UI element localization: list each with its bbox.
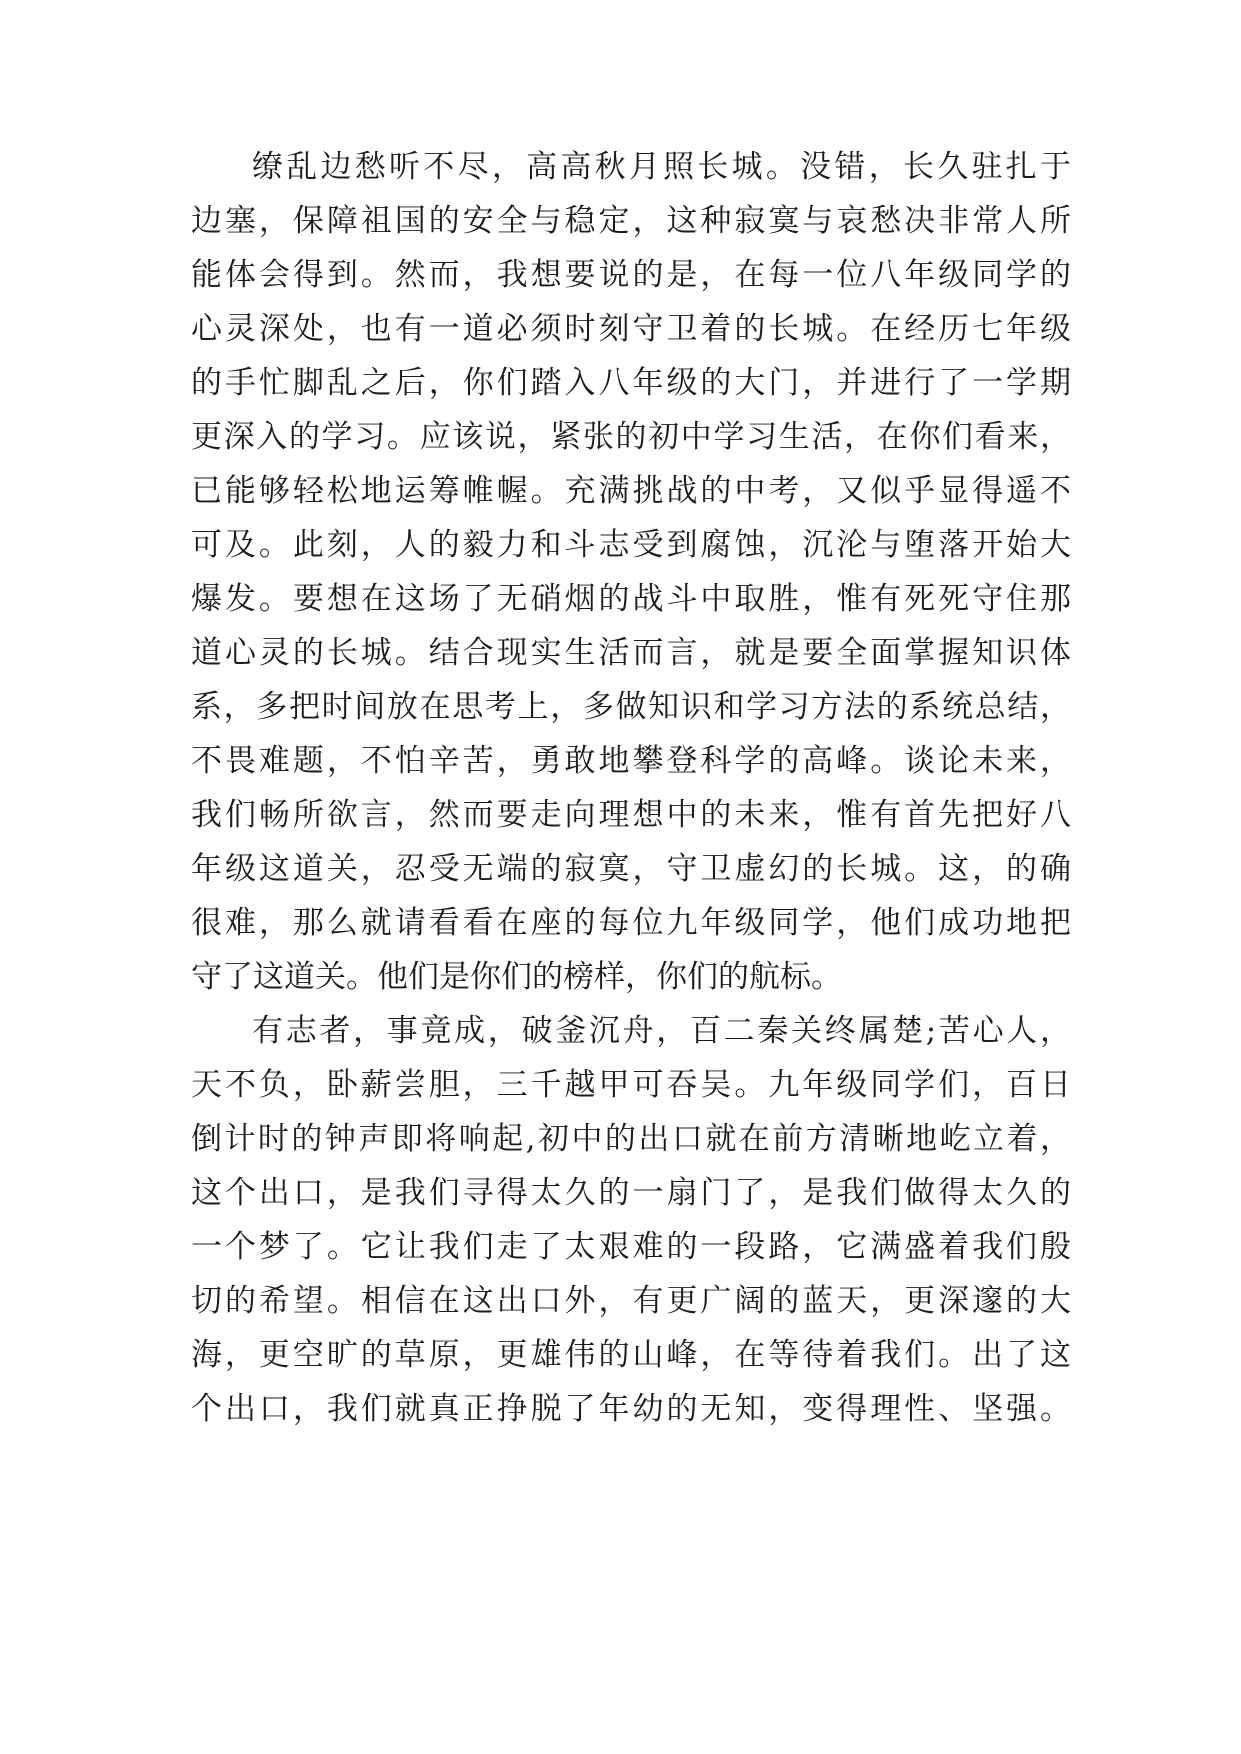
paragraph-line: 缭乱边愁听不尽，高高秋月照长城。没错，长久驻扎于 [252,149,1071,185]
paragraph-line: 海，更空旷的草原，更雄伟的山峰，在等待着我们。出了这 [191,1337,1071,1373]
paragraph-line: 的手忙脚乱之后，你们踏入八年级的大门，并进行了一学期 [191,365,1071,401]
paragraph-line: 切的希望。相信在这出口外，有更广阔的蓝天，更深邃的大 [191,1283,1071,1319]
paragraph-line: 年级这道关，忍受无端的寂寞，守卫虚幻的长城。这，的确 [191,851,1071,887]
paragraph-line: 不畏难题，不怕辛苦，勇敢地攀登科学的高峰。谈论未来， [191,743,1071,779]
paragraph-line: 道心灵的长城。结合现实生活而言，就是要全面掌握知识体 [191,635,1071,671]
paragraph-line: 一个梦了。它让我们走了太艰难的一段路，它满盛着我们殷 [191,1229,1071,1265]
paragraph-line: 很难，那么就请看看在座的每位九年级同学，他们成功地把 [191,905,1071,941]
paragraph-line: 爆发。要想在这场了无硝烟的战斗中取胜，惟有死死守住那 [191,581,1071,617]
paragraph-line: 有志者，事竟成，破釜沉舟，百二秦关终属楚;苦心人， [252,1013,1071,1049]
paragraph-line: 这个出口，是我们寻得太久的一扇门了，是我们做得太久的 [191,1175,1071,1211]
paragraph-line: 已能够轻松地运筹帷幄。充满挑战的中考，又似乎显得遥不 [191,473,1071,509]
paragraph-line: 边塞，保障祖国的安全与稳定，这种寂寞与哀愁决非常人所 [191,203,1071,239]
paragraph-line: 能体会得到。然而，我想要说的是，在每一位八年级同学的 [191,257,1071,293]
paragraph-line: 系，多把时间放在思考上，多做知识和学习方法的系统总结， [191,689,1071,725]
paragraph-line: 守了这道关。他们是你们的榜样，你们的航标。 [191,959,842,995]
paragraph-line: 个出口，我们就真正挣脱了年幼的无知，变得理性、坚强。 [191,1391,1071,1427]
paragraph-line: 心灵深处，也有一道必须时刻守卫着的长城。在经历七年级 [191,311,1071,347]
paragraph-line: 我们畅所欲言，然而要走向理想中的未来，惟有首先把好八 [191,797,1071,833]
paragraph-line: 倒计时的钟声即将响起,初中的出口就在前方清晰地屹立着， [191,1121,1071,1157]
paragraph-line: 可及。此刻，人的毅力和斗志受到腐蚀，沉沦与堕落开始大 [191,527,1071,563]
paragraph-line: 更深入的学习。应该说，紧张的初中学习生活，在你们看来， [191,419,1071,455]
paragraph-line: 天不负，卧薪尝胆，三千越甲可吞吴。九年级同学们，百日 [191,1067,1071,1103]
